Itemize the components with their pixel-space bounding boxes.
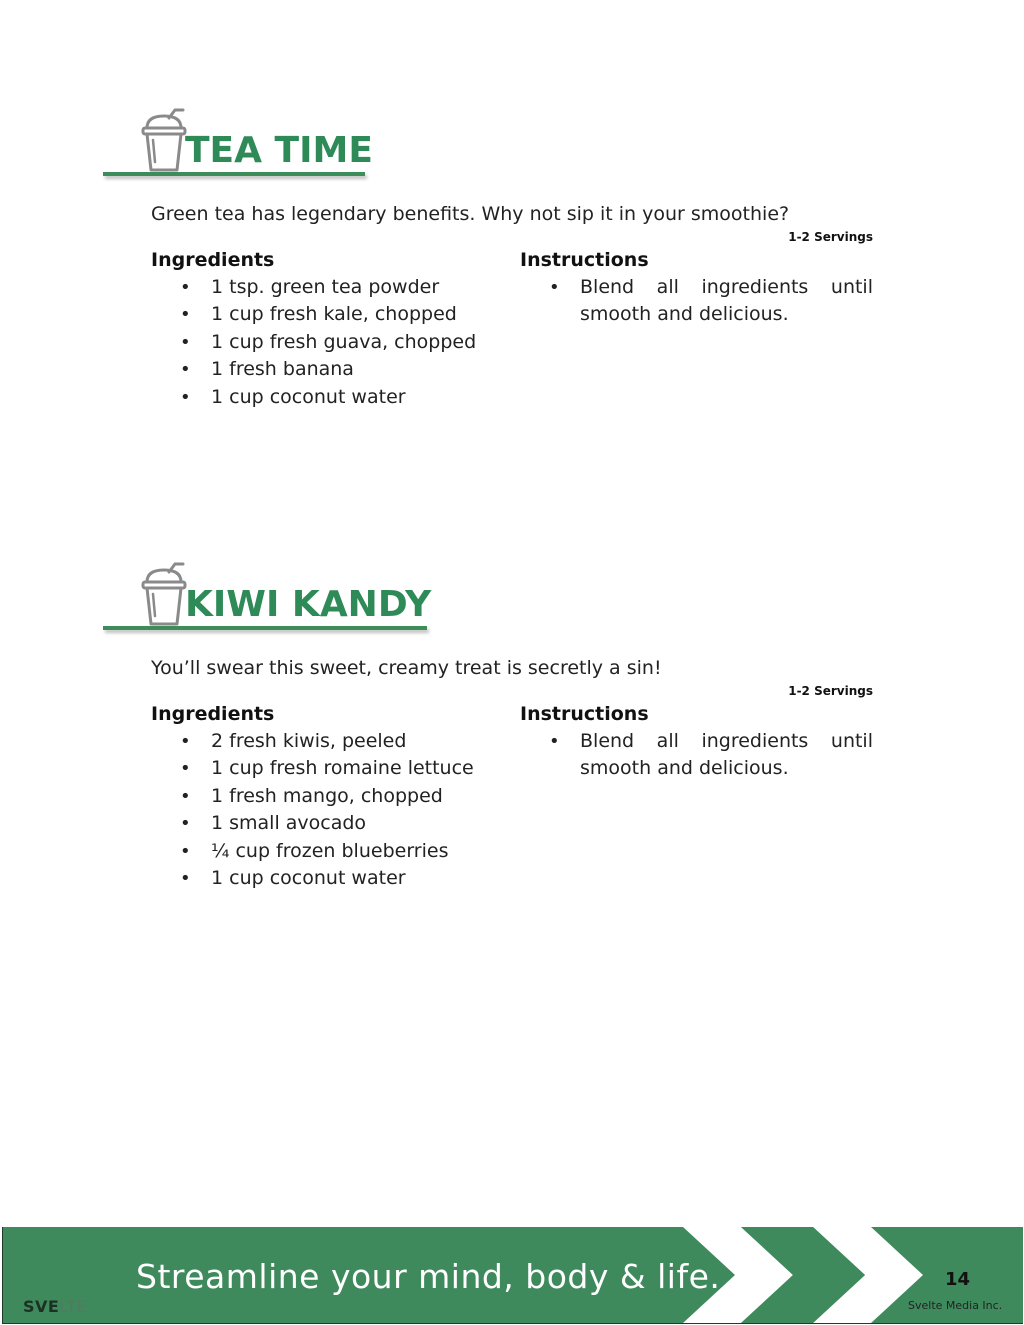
list-item: • 1 small avocado — [151, 810, 474, 837]
list-item: • Blend all ingredients until smooth and delicious. — [520, 274, 873, 329]
brand-logo-thin: LTE — [59, 1297, 88, 1316]
page-footer — [0, 1227, 1024, 1325]
instructions-list — [520, 728, 873, 783]
ingredients-heading: Ingredients — [151, 249, 275, 271]
title-underline — [103, 172, 365, 176]
smoothie-cup-icon — [141, 562, 187, 628]
list-item: • 1 cup fresh romaine lettuce — [151, 755, 474, 782]
instructions-heading: Instructions — [520, 703, 649, 725]
list-item: • 1 tsp. green tea powder — [151, 274, 476, 301]
brand-logo — [23, 1297, 87, 1316]
recipe-title: TEA TIME — [185, 130, 373, 171]
list-item: • Blend all ingredients until smooth and delicious. — [520, 728, 873, 783]
recipe-description: You’ll swear this sweet, creamy treat is secretly a sin! — [151, 657, 662, 679]
title-underline — [103, 626, 427, 630]
footer-band — [2, 1227, 1023, 1324]
instructions-list — [520, 274, 873, 329]
list-item: • 1 cup coconut water — [151, 384, 476, 411]
ingredients-list — [151, 728, 474, 892]
list-item: • 1 cup coconut water — [151, 865, 474, 892]
servings-label: 1-2 Servings — [788, 684, 873, 698]
recipe-title-block — [103, 108, 373, 180]
brand-logo-bold: SVE — [23, 1297, 60, 1316]
recipe-description: Green tea has legendary benefits. Why not sip it in your smoothie? — [151, 203, 790, 225]
chevron-right-icon — [683, 1227, 943, 1323]
page-number: 14 — [945, 1269, 971, 1290]
list-item: • 1 cup fresh kale, chopped — [151, 301, 476, 328]
list-item: • ¼ cup frozen blueberries — [151, 838, 474, 865]
ingredients-heading: Ingredients — [151, 703, 275, 725]
recipe-title: KIWI KANDY — [185, 584, 432, 625]
list-item: • 1 fresh banana — [151, 356, 476, 383]
recipe-title-block — [103, 562, 432, 634]
smoothie-cup-icon — [141, 108, 187, 174]
list-item: • 1 cup fresh guava, chopped — [151, 329, 476, 356]
company-name: Svelte Media Inc. — [908, 1299, 1003, 1312]
footer-tagline: Streamline your mind, body & life. — [136, 1257, 721, 1296]
instructions-heading: Instructions — [520, 249, 649, 271]
list-item: • 2 fresh kiwis, peeled — [151, 728, 474, 755]
servings-label: 1-2 Servings — [788, 230, 873, 244]
list-item: • 1 fresh mango, chopped — [151, 783, 474, 810]
ingredients-list — [151, 274, 476, 411]
